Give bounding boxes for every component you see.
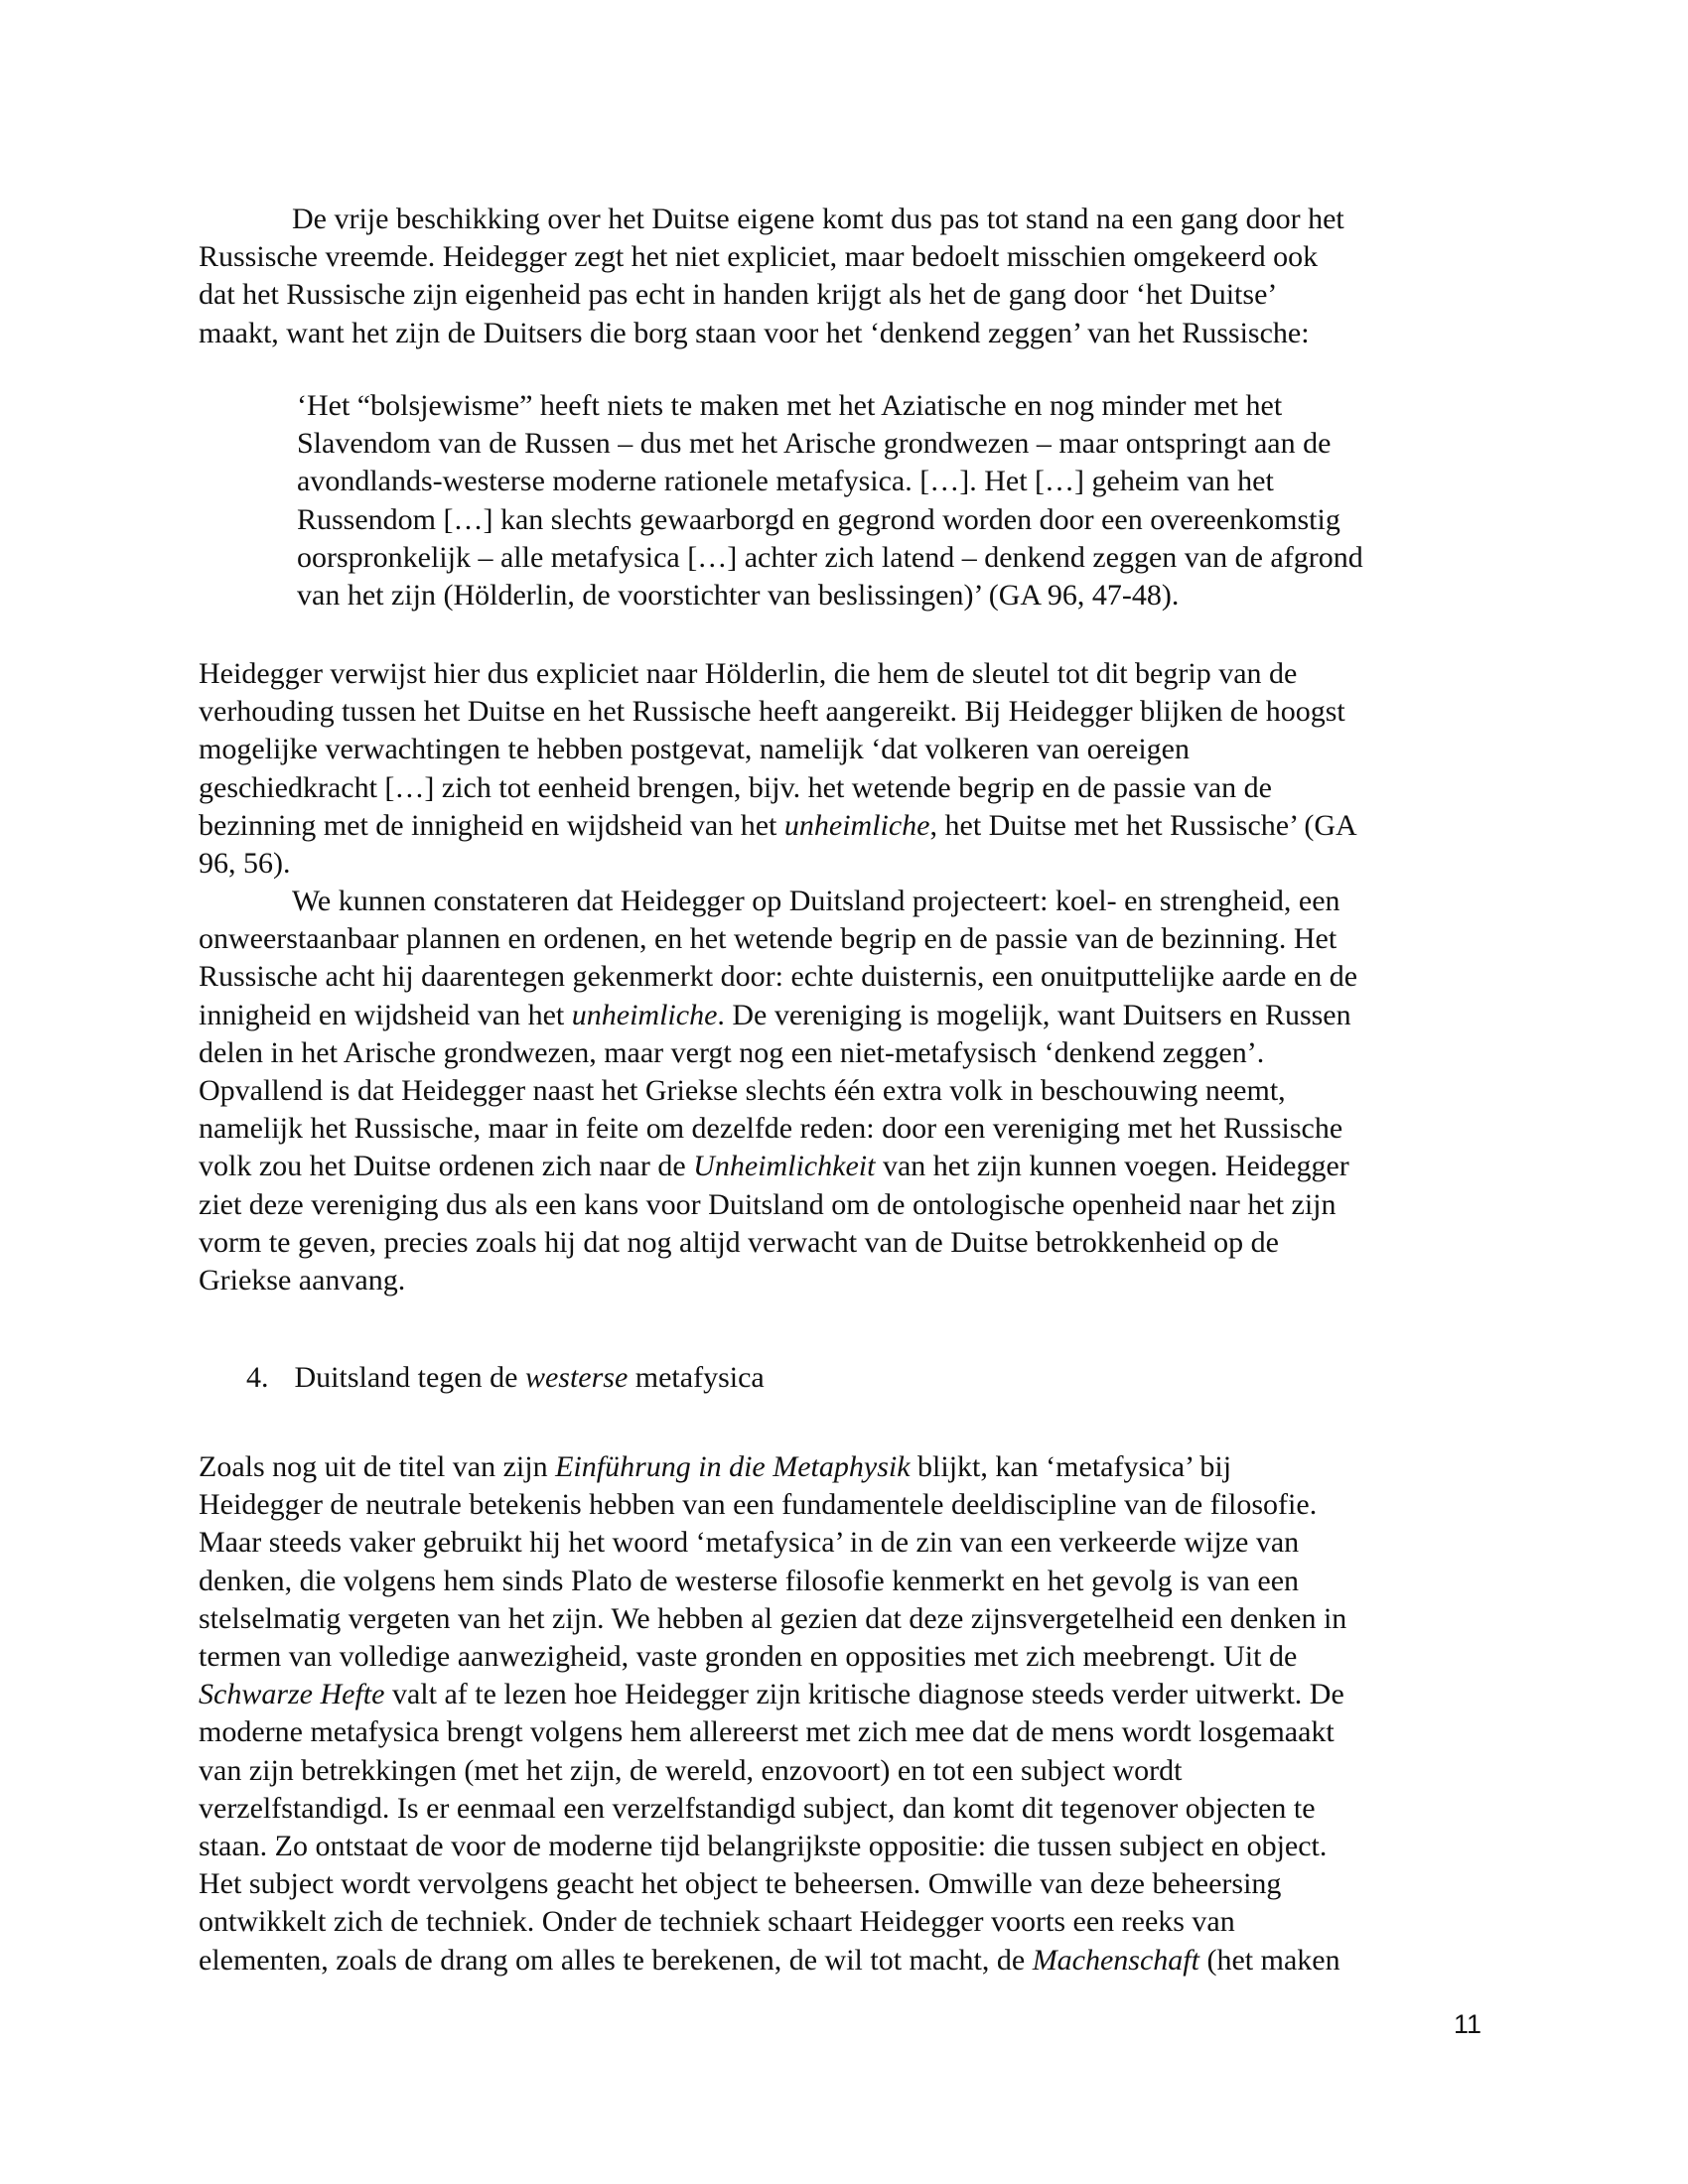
text-run: bezinning met de innigheid en wijdsheid van het	[199, 808, 784, 842]
text-run: . De vereniging is mogelijk, want Duitsers en Russen	[717, 998, 1351, 1031]
text-line	[199, 276, 1499, 314]
text-line	[199, 201, 1499, 238]
paragraph-4	[199, 1448, 1499, 1979]
text-line	[199, 1752, 1499, 1790]
text-run: ‘Het “bolsjewisme” heeft niets te maken met het Aziatische en nog minder met het	[297, 389, 1283, 422]
text-line	[199, 238, 1499, 276]
text-run: Slavendom van de Russen – dus met het Arische grondwezen – maar ontspringt aan de	[297, 427, 1332, 461]
paragraph-2	[199, 655, 1499, 883]
text-line	[199, 1942, 1499, 1979]
text-run: Heidegger verwijst hier dus expliciet naar Hölderlin, die hem de sleutel tot dit begrip van de	[199, 657, 1298, 690]
text-line	[199, 693, 1499, 731]
text-line	[199, 1262, 1499, 1299]
text-run: ontwikkelt zich de techniek. Onder de techniek schaart Heidegger voorts een reeks van	[199, 1905, 1235, 1939]
text-run: volk zou het Duitse ordenen zich naar de	[199, 1150, 694, 1183]
text-line	[297, 577, 1488, 614]
text-run: vorm te geven, precies zoals hij dat nog altijd verwacht van de Duitse betrokkenheid op de	[199, 1225, 1279, 1259]
text-line	[297, 501, 1488, 539]
text-line	[199, 1713, 1499, 1751]
paragraph-3	[199, 883, 1499, 1299]
italic-term: westerse	[524, 1361, 629, 1394]
text-line	[199, 1676, 1499, 1713]
text-run: valt af te lezen hoe Heidegger zijn kritische diagnose steeds verder uitwerkt. De	[384, 1678, 1344, 1711]
text-run: moderne metafysica brengt volgens hem allereerst met zich mee dat de mens wordt losgemaakt	[199, 1715, 1335, 1749]
text-line	[199, 1828, 1499, 1865]
text-run: delen in het Arische grondwezen, maar vergt nog een niet-metafysisch ‘denkend zeggen’.	[199, 1035, 1265, 1069]
text-line	[199, 1790, 1499, 1828]
text-run: oorspronkelijk – alle metafysica […] achter zich latend – denkend zeggen van de afgrond	[297, 540, 1363, 574]
text-run: elementen, zoals de drang om alles te berekenen, de wil tot macht, de	[199, 1943, 1033, 1977]
text-run: blijkt, kan ‘metafysica’ bij	[910, 1450, 1232, 1483]
text-line	[297, 425, 1488, 463]
text-run: Griekse aanvang.	[199, 1264, 406, 1297]
text-line	[199, 920, 1499, 958]
text-run: Maar steeds vaker gebruikt hij het woord ‘metafysica’ in de zin van een verkeerde wijze van	[199, 1526, 1300, 1560]
text-run: denken, die volgens hem sinds Plato de westerse filosofie kenmerkt en het gevolg is van een	[199, 1564, 1300, 1597]
page-number: 11	[1454, 2009, 1482, 2039]
text-run: We kunnen constateren dat Heidegger op Duitsland projecteert: koel- en strengheid, een	[292, 885, 1340, 917]
text-line	[199, 1148, 1499, 1185]
text-line	[199, 731, 1499, 768]
text-run: Russische vreemde. Heidegger zegt het niet expliciet, maar bedoelt misschien omgekeerd ook	[199, 240, 1319, 274]
text-line	[199, 1110, 1499, 1148]
text-line	[199, 1600, 1499, 1638]
text-run: stelselmatig vergeten van het zijn. We hebben al gezien dat deze zijnsvergetelheid een denken in	[199, 1601, 1347, 1635]
italic-title: Schwarze Hefte	[199, 1678, 385, 1711]
text-line	[297, 387, 1488, 425]
text-line	[199, 1638, 1499, 1676]
section-heading	[199, 1359, 1499, 1397]
text-run: Russendom […] kan slechts gewaarborgd en gegrond worden door een overeenkomstig	[297, 502, 1340, 536]
text-line	[199, 1072, 1499, 1110]
text-run: ziet deze vereniging dus als een kans voor Duitsland om de ontologische openheid naar het zijn	[199, 1187, 1336, 1221]
text-run: Het subject wordt vervolgens geacht het object te beheersen. Omwille van deze beheersing	[199, 1867, 1282, 1901]
text-run: maakt, want het zijn de Duitsers die borg staan voor het ‘denkend zeggen’ van het Russische:	[199, 316, 1310, 349]
text-run: Duitsland tegen de	[294, 1361, 525, 1394]
text-line	[199, 883, 1499, 920]
text-run: verhouding tussen het Duitse en het Russische heeft aangereikt. Bij Heidegger blijken de hoogst	[199, 695, 1345, 729]
text-run: mogelijke verwachtingen te hebben postgevat, namelijk ‘dat volkeren van oereigen	[199, 733, 1190, 766]
text-line	[297, 463, 1488, 500]
text-run: avondlands-westerse moderne rationele metafysica. […]. Het […] geheim van het	[297, 465, 1274, 498]
text-line	[297, 539, 1488, 577]
text-run: van het zijn kunnen voegen. Heidegger	[875, 1150, 1349, 1183]
text-run: onweerstaanbaar plannen en ordenen, en het wetende begrip en de passie van de bezinning. Het	[199, 922, 1337, 956]
text-line	[199, 1448, 1499, 1486]
text-run: termen van volledige aanwezigheid, vaste gronden en opposities met zich meebrengt. Uit de	[199, 1640, 1298, 1674]
text-line	[199, 315, 1499, 352]
italic-term: unheimliche	[783, 808, 930, 842]
text-run: geschiedkracht […] zich tot eenheid brengen, bijv. het wetende begrip en de passie van de	[199, 770, 1272, 804]
text-run: van het zijn (Hölderlin, de voorstichter van beslissingen)’ (GA 96, 47-48).	[297, 579, 1180, 613]
text-run: (het maken	[1198, 1943, 1340, 1977]
text-run: Russische acht hij daarentegen gekenmerkt door: echte duisternis, een onuitputtelijke aarde en de	[199, 960, 1358, 994]
text-line	[199, 1563, 1499, 1600]
text-run: Heidegger de neutrale betekenis hebben van een fundamentele deeldiscipline van de filosofie.	[199, 1488, 1318, 1522]
italic-term: unheimliche	[571, 998, 718, 1031]
text-line	[199, 655, 1499, 693]
text-run: innigheid en wijdsheid van het	[199, 998, 572, 1031]
text-run: verzelfstandigd. Is er eenmaal een verzelfstandigd subject, dan komt dit tegenover objecten te	[199, 1791, 1316, 1825]
text-run: namelijk het Russische, maar in feite om dezelfde reden: door een vereniging met het Russische	[199, 1112, 1343, 1146]
text-line	[199, 997, 1499, 1034]
text-line	[199, 1903, 1499, 1941]
heading-number: 4.	[246, 1361, 269, 1394]
text-run: Zoals nog uit de titel van zijn	[199, 1450, 556, 1483]
text-run: Opvallend is dat Heidegger naast het Griekse slechts één extra volk in beschouwing neemt,	[199, 1074, 1286, 1108]
heading-line	[199, 1359, 1499, 1397]
heading-text	[269, 1361, 765, 1394]
text-line	[199, 1224, 1499, 1262]
text-run: De vrije beschikking over het Duitse eigene komt dus pas tot stand na een gang door het	[292, 203, 1344, 235]
text-line	[199, 1034, 1499, 1072]
text-run: dat het Russische zijn eigenheid pas echt in handen krijgt als het de gang door ‘het Duitse’	[199, 278, 1278, 312]
text-line	[199, 769, 1499, 807]
paragraph-1	[199, 201, 1499, 352]
italic-title: Einführung in die Metaphysik	[555, 1450, 911, 1483]
italic-term: Machenschaft	[1032, 1943, 1199, 1977]
text-line	[199, 1524, 1499, 1562]
italic-term: Unheimlichkeit	[693, 1150, 876, 1183]
text-run: 96, 56).	[199, 847, 291, 881]
text-line	[199, 1486, 1499, 1524]
text-run: staan. Zo ontstaat de voor de moderne tijd belangrijkste oppositie: die tussen subject en object.	[199, 1830, 1328, 1863]
text-line	[199, 845, 1499, 883]
text-line	[199, 958, 1499, 996]
block-quote	[297, 387, 1488, 614]
text-run: van zijn betrekkingen (met het zijn, de wereld, enzovoort) en tot een subject wordt	[199, 1753, 1183, 1787]
text-line	[199, 1865, 1499, 1903]
text-line	[199, 807, 1499, 845]
text-run: metafysica	[628, 1361, 765, 1394]
text-run: , het Duitse met het Russische’ (GA	[929, 808, 1357, 842]
text-line	[199, 1186, 1499, 1224]
